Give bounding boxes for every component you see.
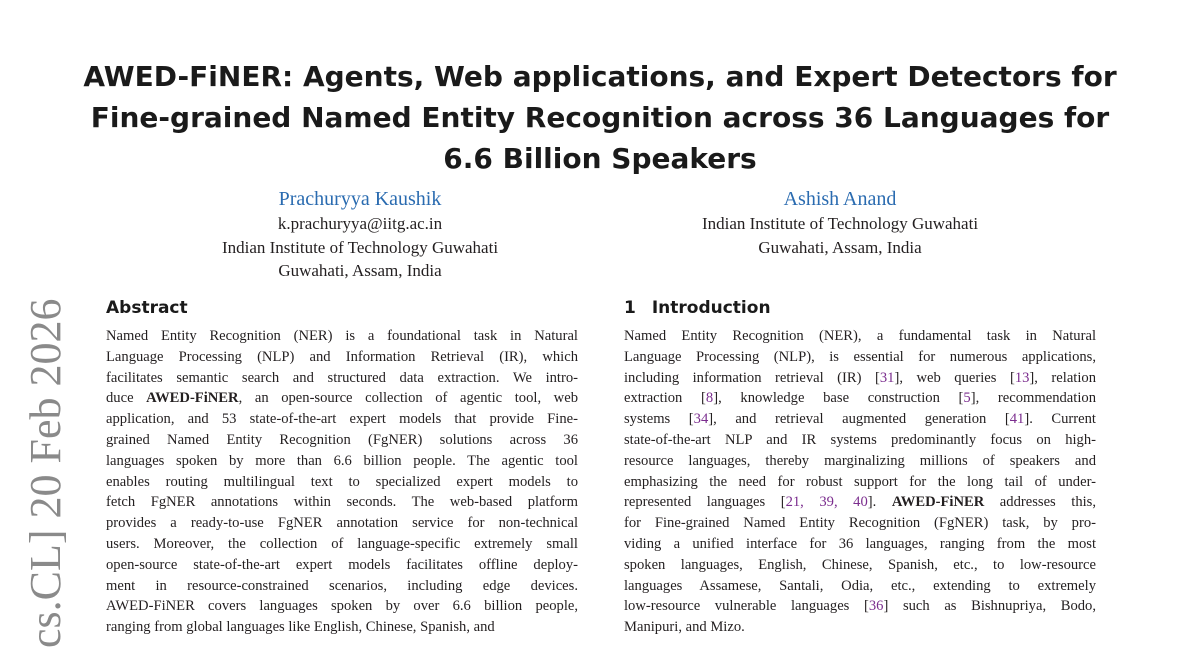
text-line: including information retrieval (IR) [31], web queries [13], relation — [624, 369, 1097, 386]
text-line: Named Entity Recognition (NER), a fundamental task in Natural — [624, 328, 1096, 344]
paper-title — [60, 56, 1140, 179]
text-line: provides a ready-to-use FgNER annotation service for non-technical — [106, 515, 578, 532]
introduction-heading — [624, 296, 1096, 320]
author-block — [140, 186, 580, 283]
text-line: for Fine-grained Named Entity Recognition (FgNER) task, by pro- — [624, 515, 1096, 532]
text-line: facilitates semantic search and structured data extraction. We intro- — [106, 369, 578, 386]
abstract-text — [106, 326, 578, 638]
text-line: state-of-the-art NLP and IR systems predominantly focus on high- — [624, 431, 1096, 448]
text-line: resource languages, thereby marginalizing millions of speakers and — [624, 452, 1096, 469]
author-location: Guwahati, Assam, India — [758, 237, 922, 257]
citation-link[interactable]: 41 — [1009, 411, 1025, 428]
citation-link[interactable]: 5 — [963, 390, 971, 407]
text-line: users. Moreover, the collection of language-specific extremely small — [106, 535, 578, 552]
author-affiliation: Indian Institute of Technology Guwahati — [701, 214, 979, 233]
citation-link[interactable]: 34 — [693, 411, 709, 428]
text-line: languages Assamese, Santali, Odia, etc., extending to extremely — [624, 577, 1096, 594]
text-line: emphasizing the need for robust support for the long tail of under- — [624, 473, 1096, 490]
text-line: low-resource vulnerable languages [36] such as Bishnupriya, Bodo, — [624, 598, 1096, 615]
text-line: Language Processing (NLP) and Information Retrieval (IR), which — [106, 348, 578, 365]
text-line: viding a unified interface for 36 languages, ranging from the most — [624, 535, 1096, 552]
citation-link[interactable]: 36 — [868, 598, 884, 615]
text-line: extraction [8], knowledge base construction [5], recommendation — [624, 390, 1096, 407]
author-email: k.prachuryya@iitg.ac.in — [277, 214, 443, 233]
text-line: AWED-FiNER covers languages spoken by over 6.6 billion people, — [106, 598, 578, 615]
abstract-section — [106, 296, 578, 638]
text-line: duce AWED-FiNER, an open-source collection of agentic tool, web — [106, 390, 578, 407]
text-line: languages spoken by more than 6.6 billion people. The agentic tool — [106, 452, 578, 469]
text-line: ranging from global languages like English, Chinese, Spanish, and — [106, 619, 495, 636]
title-line: 6.6 Billion Speakers — [443, 142, 757, 175]
author-block — [620, 186, 1060, 259]
title-line: Fine-grained Named Entity Recognition across 36 Languages for — [90, 101, 1110, 134]
text-line: open-source state-of-the-art expert models facilitates offline deploy- — [106, 556, 578, 573]
text-line: Named Entity Recognition (NER) is a foundational task in Natural — [106, 328, 578, 344]
author-location: Guwahati, Assam, India — [278, 261, 442, 280]
title-line: AWED-FiNER: Agents, Web applications, and Expert Detectors for — [83, 60, 1117, 93]
text-line: application, and 53 state-of-the-art expert models that provide Fine- — [106, 411, 578, 428]
introduction-section — [624, 296, 1096, 638]
citation-link[interactable]: 21, 39, 40 — [785, 494, 868, 511]
arxiv-stamp: cs.CL] 20 Feb 2026 — [21, 298, 70, 648]
author-name[interactable]: Ashish Anand — [783, 188, 897, 210]
section-title: Introduction — [651, 298, 771, 318]
citation-link[interactable]: 13 — [1014, 369, 1030, 386]
section-number: 1 — [624, 298, 636, 318]
abstract-heading: Abstract — [106, 298, 188, 318]
text-line: represented languages [21, 39, 40]. AWED-FiNER addresses this, — [624, 494, 1097, 511]
text-line: systems [34], and retrieval augmented generation [41]. Current — [624, 411, 1096, 428]
text-line: Manipuri, and Mizo. — [624, 619, 745, 636]
author-affiliation: Indian Institute of Technology Guwahati — [221, 237, 499, 257]
text-line: grained Named Entity Recognition (FgNER) solutions across 36 — [106, 431, 578, 448]
citation-link[interactable]: 8 — [705, 390, 714, 407]
author-name[interactable]: Prachuryya Kaushik — [278, 188, 442, 210]
introduction-text — [624, 326, 1096, 638]
text-line: fetch FgNER annotations within seconds. The web-based platform — [106, 494, 578, 511]
text-line: ment in resource-constrained scenarios, including edge devices. — [106, 577, 578, 594]
citation-link[interactable]: 31 — [879, 369, 895, 386]
text-line: enables routing multilingual text to specialized expert models to — [106, 473, 578, 490]
text-line: Language Processing (NLP), is essential for numerous applications, — [624, 348, 1096, 365]
text-line: spoken languages, English, Chinese, Spanish, etc., to low-resource — [624, 556, 1096, 573]
